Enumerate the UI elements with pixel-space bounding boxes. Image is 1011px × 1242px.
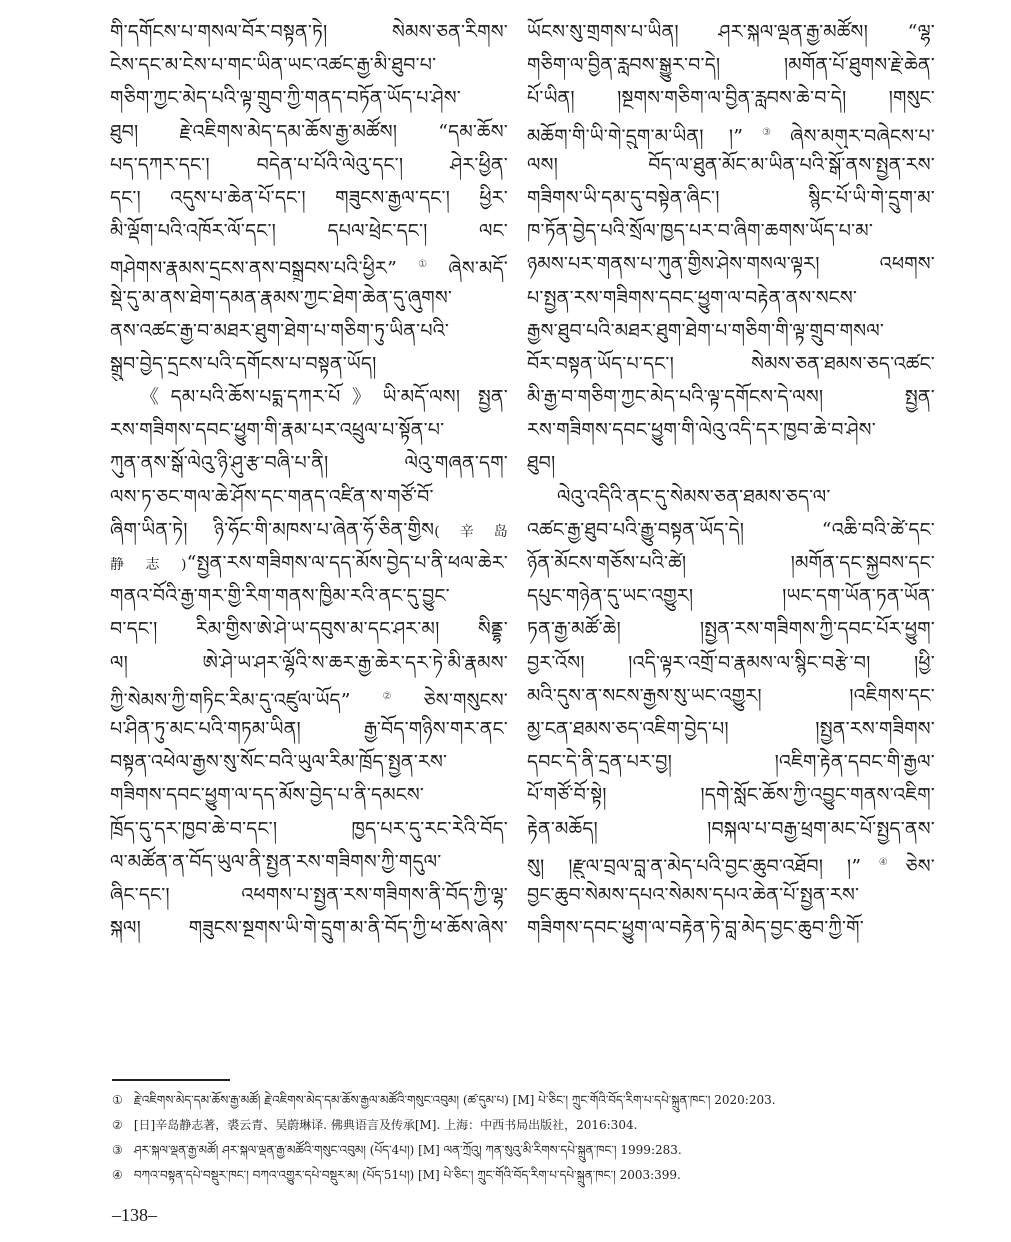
line-text: གཤེགས་རྣམས་དྲངས་ནས་བསྒྲུབས་པའི་ཕྱིར”: [110, 257, 397, 280]
text-line: [527, 116, 935, 149]
text-line: [110, 215, 508, 248]
line-text: ངེས་དང་མ་ངེས་པ་གང་ཡིན་ཡང་འཚང་རྒྱ་མི་ཐུབ་པ་: [110, 54, 437, 77]
line-text: ཞིག་ཡིན་ཏེ། ཉི་ཧོང་གི་མཁས་པ་ཞེན་ཧོ་ཅིན་གྱིས: [110, 518, 435, 541]
line-text: གནའ་བོའི་རྒྱ་གར་གྱི་རིག་གནས་ཁྱིམ་རའི་ནང་དུ་བྱུང་: [110, 585, 450, 608]
footnote-3: [112, 1138, 932, 1163]
line-text: ཏན་རྒྱ་མཚོ་ཆེ། །སྤྱན་རས་གཟིགས་ཀྱི་དབང་པོར་ཕྱུག་: [527, 618, 935, 641]
footnote-reference[interactable]: ③: [743, 126, 791, 138]
line-text: རས་གཟིགས་དབང་ཕྱུག་གི་རྣམ་པར་འཕྲུལ་པ་སྟོན་པ་: [110, 419, 445, 442]
line-text: མཆོག་གི་ཡི་གེ་དྲུག་མ་ཡིན། །”: [527, 124, 744, 147]
line-text: ཉོན་མོངས་གཅོས་པའི་ཚེ། །མགོན་དང་སྐྱབས་དང་: [527, 552, 935, 574]
line-text: ཐུབ། རྗེ་འཇིགས་མེད་དམ་ཆོས་རྒྱ་མཚོས། “དམ་ཆོས་: [110, 120, 508, 143]
text-line: [110, 647, 508, 680]
text-line: [110, 414, 508, 447]
line-text: ཐུབ།: [527, 452, 556, 475]
line-text-continued: ཞེས་མདོ་: [448, 257, 508, 280]
text-line: [527, 149, 935, 182]
line-text: ལ་མཚོན་ན་བོད་ཡུལ་ནི་སྤྱན་རས་གཟིགས་ཀྱི་གདུལ་: [110, 850, 442, 873]
line-text: པ་ཤིན་ཏུ་མང་པའི་གཏམ་ཡིན། རྒྱ་བོད་གཉིས་གར་ནང་: [110, 717, 508, 740]
line-text: ལ། ཨེ་ཤེ་ཡ་ཤར་ལྷོའི་ས་ཆར་རྒྱ་ཆེར་དར་ཏེ་མི་རྣམས་: [110, 651, 508, 674]
line-text: གཟིགས་དབང་ཕྱུག་ལ་བརྟེན་ཏེ་བླ་མེད་བྱང་ཆུབ་ཀྱི་གོ་: [527, 917, 864, 940]
text-line: [110, 779, 508, 812]
footnotes: [112, 1088, 932, 1188]
text-line: [110, 116, 508, 149]
footnote-4: [112, 1163, 932, 1188]
line-text-continued: ཞེས་མགུར་བཞེངས་པ་: [790, 124, 935, 147]
footnote-reference[interactable]: ②: [350, 690, 424, 702]
footnote-text: བཀའ་བསྟན་དཔེ་བསྡུར་ཁང་། བཀའ་འགྱུར་དཔེ་བསྡུར་མ། (པོད་51པ།) [M] པེ་ཅིང་། ཀྲུང་གོའི་བོད་རིག་པ་དཔེ་སྐྲུན་ཁང་། 2003:399.: [133, 1168, 681, 1182]
text-line: [527, 447, 935, 480]
line-text: དབང་དེ་ནི་དྲན་པར་བྱ། །འཇིག་རྟེན་དབང་གི་རྒྱལ་: [527, 751, 935, 774]
footnote-number: ③: [112, 1143, 123, 1157]
text-line: [527, 580, 935, 613]
line-text: ཡོངས་སུ་གྲགས་པ་ཡིན། ཤར་སྐལ་ལྡན་རྒྱ་མཚོས། “ལྷ་: [527, 21, 935, 43]
line-text: བསྟན་འཕེལ་རྒྱས་སུ་སོང་བའི་ཡུལ་རིམ་ཁྲོད་སྤྱན་རས་: [110, 751, 448, 774]
text-line: [527, 547, 935, 580]
text-line: [527, 248, 935, 281]
line-text: ཀྱི་སེམས་ཀྱི་གཏིང་རིམ་དུ་འཛུལ་ཡོད”: [110, 689, 351, 712]
text-line: [527, 613, 935, 646]
line-text: གི་དགོངས་པ་གསལ་བོར་བསྟན་ཏེ། སེམས་ཅན་རིགས་: [110, 21, 508, 43]
text-line: [527, 514, 935, 547]
line-text: རྒྱས་ཐུབ་པའི་མཐར་ཐུག་ཐེག་པ་གཅིག་གི་ལྟ་གྲུབ་གསལ་: [527, 319, 885, 342]
line-text: འཚང་རྒྱ་ཐུབ་པའི་རྒྱུ་བསྟན་ཡོད་དེ། “འཆི་བའི་ཚེ་དང་: [527, 518, 935, 541]
text-line: [527, 713, 935, 746]
line-text: གཅིག་ལ་བྱིན་རླབས་སྒྱུར་བ་དེ། །མགོན་པོ་ཐུགས་རྗེ་ཆེན་: [527, 54, 935, 77]
text-line: [110, 315, 508, 348]
text-line: [110, 846, 508, 879]
line-text: ཉམས་པར་གནས་པ་ཀུན་གྱིས་ཤེས་གསལ་ལྟར། འཕགས་: [527, 253, 935, 276]
left-column: [110, 16, 508, 945]
text-line: [110, 16, 508, 49]
page-number: –138–: [112, 1205, 157, 1225]
line-text: ལས། བོད་ལ་ཐུན་མོང་མ་ཡིན་པའི་སྒོ་ནས་སྤྱན་རས་: [527, 153, 935, 176]
text-line: [527, 879, 935, 912]
text-line: [110, 282, 508, 315]
footnote-reference[interactable]: ④: [861, 856, 906, 868]
text-line: [110, 879, 508, 912]
text-line: [110, 348, 508, 381]
inline-chinese-text: 静志): [110, 557, 187, 573]
text-line: [110, 547, 508, 580]
text-line: [527, 481, 935, 514]
text-line: [527, 282, 935, 315]
line-text: 《དམ་པའི་ཆོས་པདྨ་དཀར་པོ》ཡི་མདོ་ལས། སྤྱན་: [140, 386, 508, 409]
footnote-number: ①: [112, 1093, 123, 1107]
text-line: [110, 481, 508, 514]
text-line: [110, 813, 508, 846]
text-line: [527, 846, 935, 879]
text-line: [527, 414, 935, 447]
line-text: ལེའུ་འདིའི་ནང་དུ་སེམས་ཅན་ཐམས་ཅད་ལ་: [557, 485, 831, 508]
text-line: [110, 49, 508, 82]
line-text: གཟིགས་དབང་ཕྱུག་ལ་དད་མོས་བྱེད་པ་ནི་དམངས་: [110, 784, 425, 807]
line-text: སྒྲུབ་བྱེད་དྲངས་པའི་དགོངས་པ་བསྟན་ཡོད།: [110, 352, 377, 375]
line-text-continued: ཅེས་: [905, 855, 935, 878]
text-line: [527, 813, 935, 846]
text-line: [110, 248, 508, 281]
text-line: [110, 149, 508, 182]
text-line: [527, 315, 935, 348]
text-line: [110, 680, 508, 713]
line-text: སྐལ། གཟུངས་སྔགས་ཡི་གེ་དྲུག་མ་ནི་བོད་ཀྱི་ཕ་ཆོས་ཞེས་: [110, 917, 508, 940]
line-text: ལས་ཏ་ཅང་གལ་ཆེ་ཤོས་དང་གནད་འཛིན་ས་གཙོ་བོ་: [110, 485, 434, 508]
text-line: [110, 447, 508, 480]
line-text-continued: ཅེས་གསུངས་: [423, 689, 508, 712]
footnote-2: [112, 1113, 932, 1138]
text-line: [110, 613, 508, 646]
text-line: [110, 912, 508, 945]
footnote-number: ④: [112, 1168, 123, 1182]
inline-chinese-text: (辛岛: [434, 523, 508, 540]
footnote-text: རྗེ་འཇིགས་མེད་དམ་ཆོས་རྒྱ་མཚོ། རྗེ་འཇིགས་མེད་དམ་ཆོས་རྒྱལ་མཚོའི་གསུང་འབུམ། (ཚ་དུམ་པ) [M] པེ་ཅིང་། ཀྲུང་གོའི་བོད་རིག་པ་དཔེ་སྐྲུན་ཁང་། 2020:203.: [133, 1093, 776, 1107]
text-line: [110, 82, 508, 115]
line-text: པོ་ཡིན། །སྔགས་གཅིག་ལ་བྱིན་རླབས་ཆེ་བ་དེ། །གསུང་: [527, 87, 935, 110]
text-line: [527, 49, 935, 82]
text-line: [110, 514, 508, 547]
footnote-text: ཤར་སྐལ་ལྡན་རྒྱ་མཚོ། ཤར་སྐལ་ལྡན་རྒྱ་མཚོའི་གསུང་འབུམ། (པོད་4པ།) [M] ལན་ཀྲོའུ། ཀན་སུའུ་མི་རིགས་དཔེ་སྐྲུན་ཁང་། 1999:283.: [133, 1143, 682, 1157]
line-text: བོར་བསྟན་ཡོད་པ་དང་། སེམས་ཅན་ཐམས་ཅད་འཚང་: [527, 352, 935, 375]
footnote-1: [112, 1088, 932, 1113]
text-line: [527, 746, 935, 779]
line-text: “སྤྱན་རས་གཟིགས་ལ་དད་མོས་བྱེད་པ་ནི་ཕལ་ཆེར་: [186, 552, 508, 574]
text-line: [110, 381, 508, 414]
text-line: [527, 16, 935, 49]
line-text: གཟིགས་ཡི་དམ་དུ་བསྟེན་ཞིང་། སྙིང་པོ་ཡི་གེ་དྲུག་མ་: [527, 186, 935, 209]
line-text: པ་སྤྱན་རས་གཟིགས་དབང་ཕྱུག་ལ་བརྟེན་ནས་སངས་: [527, 286, 858, 309]
line-text: མའི་དུས་ན་སངས་རྒྱས་སུ་ཡང་འགྱུར། །འཇིགས་དང་: [527, 684, 935, 707]
text-line: [527, 680, 935, 713]
text-line: [527, 215, 935, 248]
footnote-reference[interactable]: ①: [397, 259, 449, 271]
line-text: རས་གཟིགས་དབང་ཕྱུག་གི་ལེའུ་འདི་དར་ཁྱབ་ཆེ་བ་ཤེས་: [527, 419, 876, 442]
line-text: པོ་གཙོ་བོ་སྟེ། །དགེ་སློང་ཆོས་ཀྱི་འབྱུང་གནས་འཇིག་: [527, 784, 935, 807]
line-text: བ་དང་། རིམ་གྱིས་ཨེ་ཤེ་ཡ་དབུས་མ་དང་ཤར་མ། སིནྡྷ་: [110, 618, 508, 641]
right-column: [527, 16, 935, 945]
line-text: སྡེ་དུ་མ་ནས་ཐེག་དམན་རྣམས་ཀྱང་ཐེག་ཆེན་དུ་ཞུགས་: [110, 286, 453, 309]
line-text: དཔུང་གཉེན་དུ་ཡང་འགྱུར། །ཡང་དག་ཡོན་ཏན་ཡོན་: [527, 585, 935, 608]
line-text: བྱར་འོས། །འདི་ལྟར་འགྲོ་བ་རྣམས་ལ་སྙིང་བརྩེ་བ། །ཕྱི་: [527, 651, 935, 674]
text-line: [110, 713, 508, 746]
line-text: ནས་འཚང་རྒྱ་བ་མཐར་ཐུག་ཐེག་པ་གཅིག་ཏུ་ཡིན་པའི་: [110, 319, 450, 342]
line-text: དང་། འདུས་པ་ཆེན་པོ་དང་། གཟུངས་རྒྱལ་དང་། ཕྱིར་: [110, 186, 508, 209]
text-line: [110, 746, 508, 779]
text-line: [527, 779, 935, 812]
line-text: བྱང་ཆུབ་སེམས་དཔའ་སེམས་དཔའ་ཆེན་པོ་སྤྱན་རས་: [527, 883, 860, 906]
line-text: མི་རྒྱ་བ་གཅིག་ཀྱང་མེད་པའི་ལྟ་དགོངས་དེ་ལས། སྤྱན་: [527, 386, 935, 409]
footnote-text: [日]辛岛静志著，裘云青、吴蔚琳译. 佛典语言及传承[M]. 上海：中西书局出版社，2016:304.: [133, 1118, 638, 1132]
text-line: [527, 182, 935, 215]
line-text: སུ། །རྫུལ་བྲལ་བླ་ན་མེད་པའི་བྱང་ཆུབ་འཐོབ། །”: [527, 855, 862, 878]
line-text: མྱ་ངན་ཐམས་ཅད་འཇིག་བྱེད་པ། །སྤྱན་རས་གཟིགས་: [527, 717, 935, 740]
line-text: ཁྲོད་དུ་དར་ཁྱབ་ཆེ་བ་དང་། ཁྱད་པར་དུ་རང་རེའི་བོད་: [110, 817, 508, 840]
text-line: [110, 580, 508, 613]
text-line: [527, 82, 935, 115]
text-line: [527, 912, 935, 945]
text-line: [527, 647, 935, 680]
text-line: [527, 348, 935, 381]
line-text: ཀུན་ནས་སྒོ་ལེའུ་ཉི་ཤུ་རྩ་བཞི་པ་ནི། ལེའུ་གཞན་དག་: [110, 452, 508, 475]
line-text: ཁ་ཏོན་བྱེད་པའི་སྲོལ་ཁྱད་པར་བ་ཞིག་ཆགས་ཡོད་པ་མ་: [527, 220, 874, 243]
line-text: ཞིང་དང་། འཕགས་པ་སྤྱན་རས་གཟིགས་ནི་བོད་ཀྱི་ལྷ་: [110, 883, 508, 906]
line-text: པད་དཀར་དང་། བདེན་པ་པོའི་ལེའུ་དང་། ཤེར་ཕྱིན་: [110, 153, 508, 176]
line-text: གཅིག་ཀྱང་མེད་པའི་ལྟ་གྲུབ་ཀྱི་གནད་བཏོན་ཡོད་པ་ཤེས་: [110, 87, 461, 110]
line-text: མི་ལྡོག་པའི་འཁོར་ལོ་དང་། དཔལ་ཕྲེང་དང་། ལང་: [110, 220, 508, 243]
line-text: རྟེན་མཆོད། །བསྐལ་པ་བརྒྱ་ཕྲག་མང་པོ་སྤྱད་ནས་: [527, 817, 935, 840]
footnote-divider: [112, 1079, 230, 1081]
text-line: [527, 381, 935, 414]
footnote-number: ②: [112, 1118, 123, 1132]
text-line: [110, 182, 508, 215]
